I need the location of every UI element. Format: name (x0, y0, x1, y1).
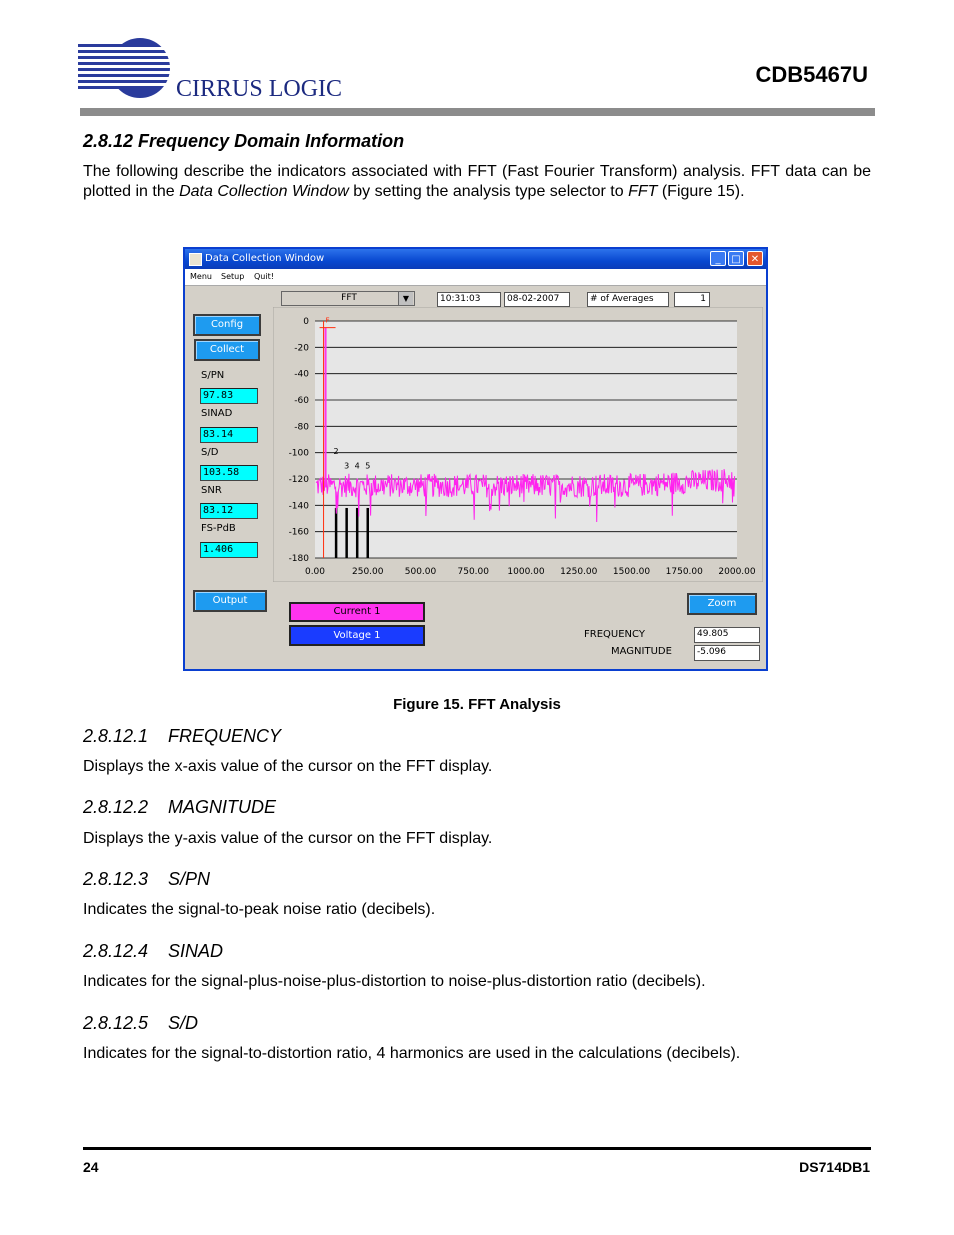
analysis-type-value: FFT (341, 293, 357, 303)
document-title: CDB5467U (755, 62, 868, 87)
magnitude-value: -5.096 (694, 645, 760, 661)
x-tick-label: 250.00 (352, 567, 384, 577)
harmonic-label: 4 (354, 461, 360, 471)
time-field: 10:31:03 (437, 292, 501, 307)
indicator-value-sinad: 83.14 (200, 427, 258, 443)
indicator-label-spn: S/PN (201, 370, 225, 381)
indicator-label-fspdb: FS-PdB (201, 523, 236, 534)
figure-caption: Figure 15. FFT Analysis (393, 696, 561, 713)
y-tick-label: -60 (294, 396, 309, 406)
date-field: 08-02-2007 (504, 292, 570, 307)
y-tick-label: -20 (294, 343, 309, 354)
x-tick-label: 500.00 (404, 567, 437, 577)
fft-chart[interactable] (273, 307, 763, 582)
document-id: DS714DB1 (799, 1159, 870, 1175)
y-tick-label: -160 (288, 527, 309, 538)
frequency-label: FREQUENCY (584, 629, 645, 640)
zoom-button[interactable]: Zoom (687, 593, 757, 615)
indicator-value-snr: 83.12 (200, 503, 258, 519)
app-icon (189, 253, 202, 266)
minimize-icon[interactable]: _ (710, 251, 726, 266)
subsection-heading-spn: 2.8.12.3 S/PN (83, 869, 211, 889)
x-tick-label: 2000.00 (718, 567, 756, 577)
frequency-value: 49.805 (694, 627, 760, 643)
indicator-label-snr: SNR (201, 485, 222, 496)
y-tick-label: 0 (303, 317, 309, 327)
harmonic-label: 5 (365, 461, 371, 471)
header-rule (80, 108, 875, 116)
indicator-label-sd: S/D (201, 447, 219, 458)
cirrus-logic-logo (78, 38, 378, 102)
harmonic-label: 2 (333, 446, 339, 456)
menu-item-quit[interactable]: Quit! (254, 272, 274, 281)
averages-label: # of Averages (587, 292, 669, 307)
x-tick-label: 750.00 (457, 567, 489, 577)
y-tick-label: -100 (288, 448, 309, 459)
subsection-heading-magnitude: 2.8.12.2 MAGNITUDE (83, 797, 276, 817)
footer-rule (83, 1147, 871, 1150)
magnitude-label: MAGNITUDE (611, 646, 672, 657)
legend-item-voltage-1[interactable]: Voltage 1 (289, 625, 425, 646)
averages-input[interactable]: 1 (674, 292, 710, 307)
y-tick-label: -120 (288, 475, 309, 485)
y-tick-label: -80 (294, 422, 309, 433)
harmonic-label: 3 (344, 461, 350, 471)
x-tick-label: 1750.00 (665, 567, 703, 577)
logo-wordmark: CIRRUS LOGIC (176, 76, 343, 102)
indicator-label-sinad: SINAD (201, 408, 233, 419)
collect-button[interactable]: Collect (194, 339, 260, 361)
menu-bar (185, 269, 766, 286)
maximize-icon[interactable]: □ (728, 251, 744, 266)
subsection-text-frequency: Displays the x-axis value of the cursor on the FFT display. (83, 758, 493, 775)
data-collection-window (183, 247, 768, 671)
x-tick-label: 0.00 (304, 567, 326, 577)
menu-item-setup[interactable]: Setup (221, 272, 245, 281)
section-intro: The following describe the indicators associated with FFT (Fast Fourier Transform) analysis. FFT data can be plotted in the Data Collection Window by setting the analysis type selector to FFT (Figure 15). (83, 163, 871, 200)
subsection-text-sd: Indicates for the signal-to-distortion ratio, 4 harmonics are used in the calculations (decibels). (83, 1045, 741, 1062)
indicator-value-fspdb: 1.406 (200, 542, 258, 558)
y-tick-label: -140 (288, 501, 309, 512)
indicator-value-sd: 103.58 (200, 465, 258, 481)
subsection-text-sinad: Indicates for the signal-plus-noise-plus-distortion to noise-plus-distortion ratio (decibels). (83, 973, 706, 990)
x-tick-label: 1250.00 (560, 567, 598, 577)
window-title: Data Collection Window (205, 253, 325, 264)
subsection-text-magnitude: Displays the y-axis value of the cursor on the FFT display. (83, 830, 493, 847)
subsection-heading-frequency: 2.8.12.1 FREQUENCY (83, 726, 282, 746)
x-tick-label: 1500.00 (612, 567, 651, 577)
subsection-text-spn: Indicates the signal-to-peak noise ratio (decibels). (83, 901, 436, 918)
indicator-value-spn: 97.83 (200, 388, 258, 404)
y-tick-label: -180 (288, 554, 309, 564)
config-button[interactable]: Config (193, 314, 261, 336)
section-heading: 2.8.12 Frequency Domain Information (83, 131, 405, 151)
legend-item-current-1[interactable]: Current 1 (289, 602, 425, 622)
fundamental-label: F (325, 316, 330, 325)
subsection-heading-sd: 2.8.12.5 S/D (83, 1013, 199, 1033)
window-titlebar[interactable] (185, 249, 766, 269)
menu-item-menu[interactable]: Menu (190, 272, 212, 281)
subsection-heading-sinad: 2.8.12.4 SINAD (83, 941, 224, 961)
output-button[interactable]: Output (193, 590, 267, 612)
analysis-type-selector[interactable] (281, 291, 415, 306)
chevron-down-icon[interactable]: ▼ (398, 292, 413, 305)
close-icon[interactable]: ✕ (747, 251, 763, 266)
x-tick-label: 1000.00 (507, 567, 545, 577)
y-tick-label: -40 (294, 369, 309, 380)
plot-area (315, 321, 737, 558)
page-number: 24 (83, 1159, 99, 1175)
